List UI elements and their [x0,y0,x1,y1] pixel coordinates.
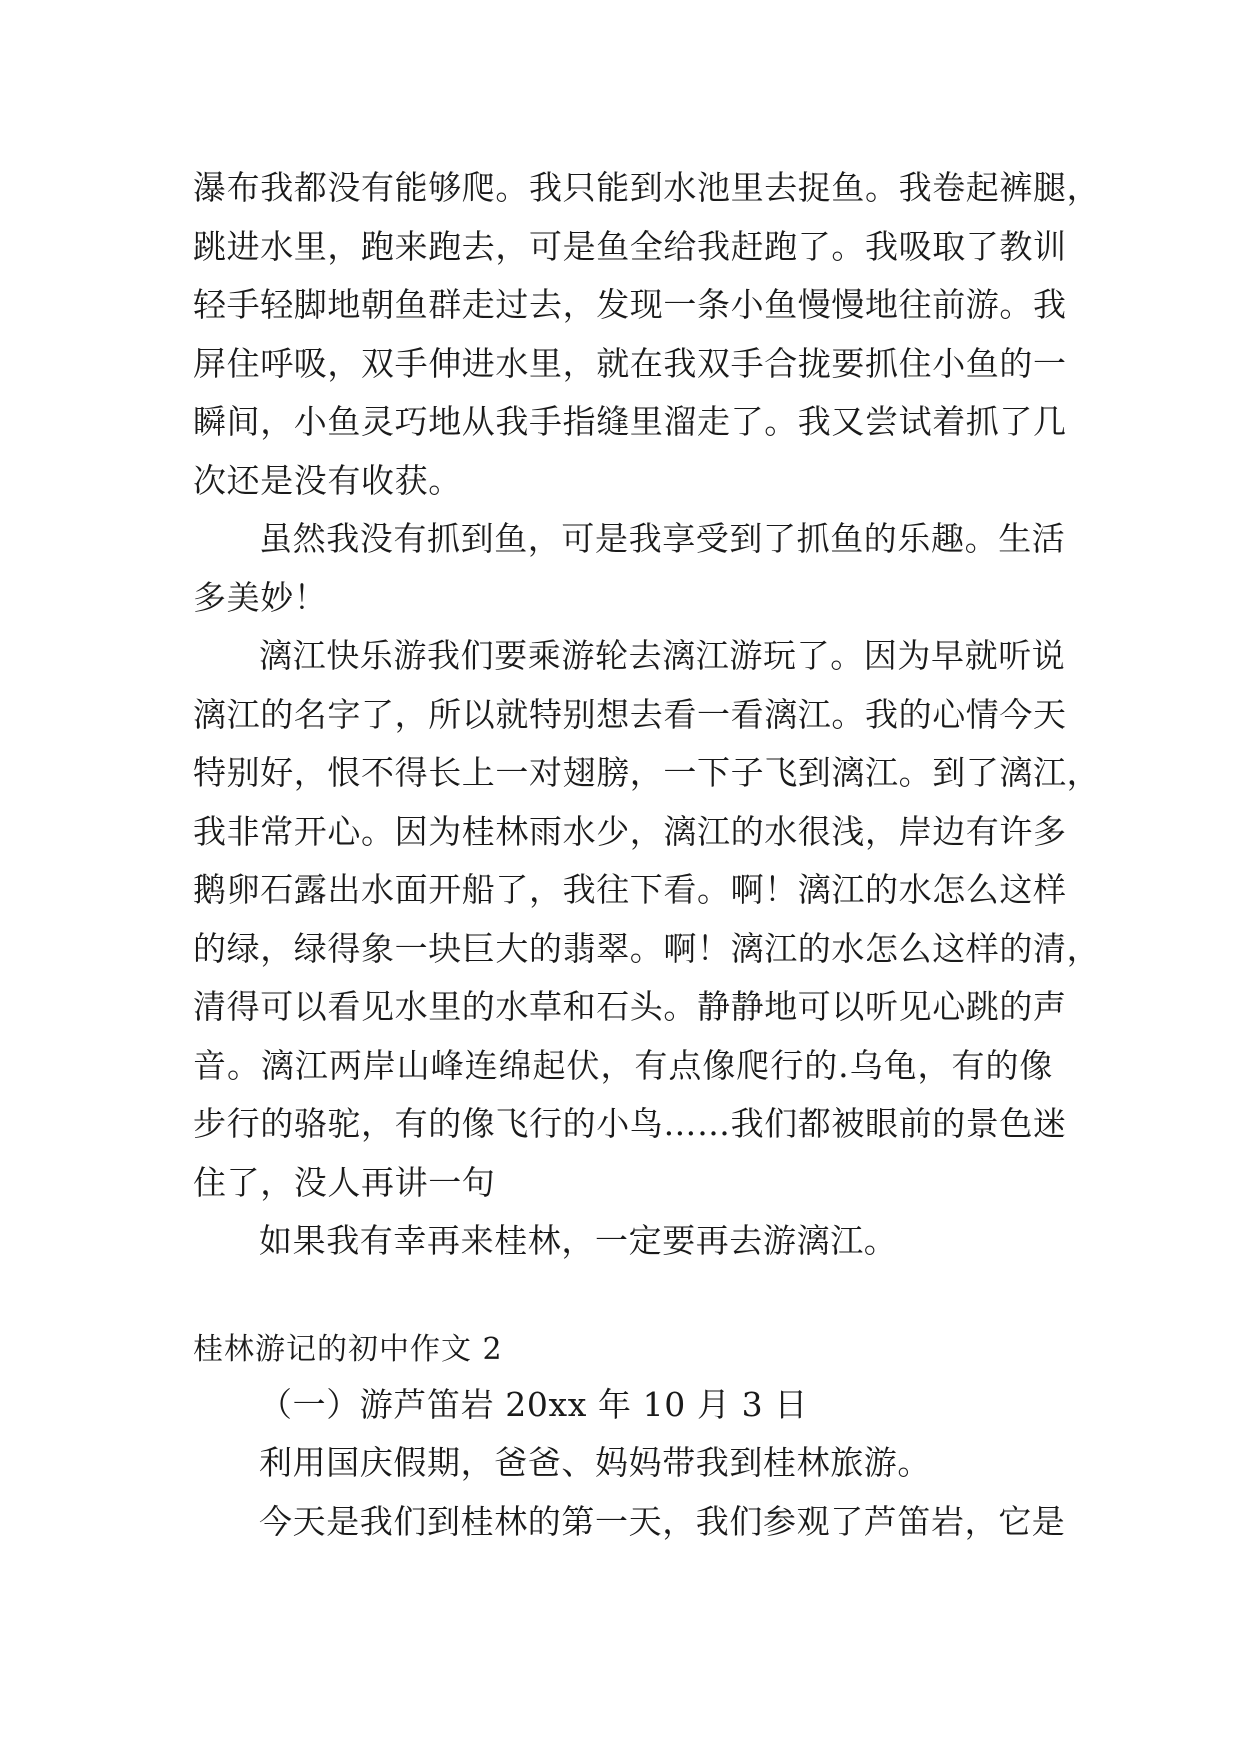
paragraph-1-line: 屏住呼吸，双手伸进水里，就在我双手合拢要抓住小鱼的一 [193,343,1067,383]
paragraph-3-line: 步行的骆驼，有的像飞行的小鸟……我们都被眼前的景色迷 [193,1104,1067,1143]
paragraph-6-line [193,1493,1066,1552]
paragraph-1-line: 瞬间，小鱼灵巧地从我手指缝里溜走了。我又尝试着抓了几 [193,402,1067,441]
paragraph-5-line: 利用国庆假期，爸爸、妈妈带我到桂林旅游。 [259,1443,931,1482]
paragraph-3-line: 清得可以看见水里的水草和石头。静静地可以听见心跳的声 [193,987,1067,1026]
subtitle: （一）游芦笛岩 20xx 年 10 月 3 日 [259,1385,808,1424]
paragraph-3-line: 特别好，恨不得长上一对翅膀，一下子飞到漓江。到了漓江， [193,753,1101,792]
paragraph-1-line: 轻手轻脚地朝鱼群走过去，发现一条小鱼慢慢地往前游。我 [193,285,1067,324]
paragraph-3-line: 我非常开心。因为桂林雨水少，漓江的水很浅，岸边有许多 [193,811,1067,851]
paragraph-4-line: 如果我有幸再来桂林，一定要再去游漓江。 [259,1221,898,1260]
paragraph-3-line: 漓江快乐游我们要乘游轮去漓江游玩了。因为早就听说 [259,636,1066,675]
paragraph-3-line: 住了，没人再讲一句 [193,1162,496,1202]
section-title: 桂林游记的初中作文 2 [193,1332,503,1367]
paragraph-3-line: 的绿，绿得象一块巨大的翡翠。啊！漓江的水怎么这样的清， [193,928,1101,968]
paragraph-3-line: 鹅卵石露出水面开船了，我往下看。啊！漓江的水怎么这样 [193,870,1067,909]
paragraph-2-line: 多美妙！ [193,577,328,617]
paragraph-1-line: 跳进水里，跑来跑去，可是鱼全给我赶跑了。我吸取了教训 [193,226,1067,266]
paragraph-3-line: 漓江的名字了，所以就特别想去看一看漓江。我的心情今天 [193,694,1067,734]
essay-body [193,159,1101,1271]
paragraph-1-line: 瀑布我都没有能够爬。我只能到水池里去捉鱼。我卷起裤腿， [193,168,1101,207]
paragraph-2-line: 虽然我没有抓到鱼，可是我享受到了抓鱼的乐趣。生活 [259,519,1066,558]
paragraph-3-line: 音。漓江两岸山峰连绵起伏，有点像爬行的.乌龟，有的像 [193,1045,1053,1085]
paragraph-6-text: 今天是我们到桂林的第一天，我们参观了芦笛岩，它是 [259,1502,1066,1541]
paragraph-1-line: 次还是没有收获。 [193,460,462,500]
